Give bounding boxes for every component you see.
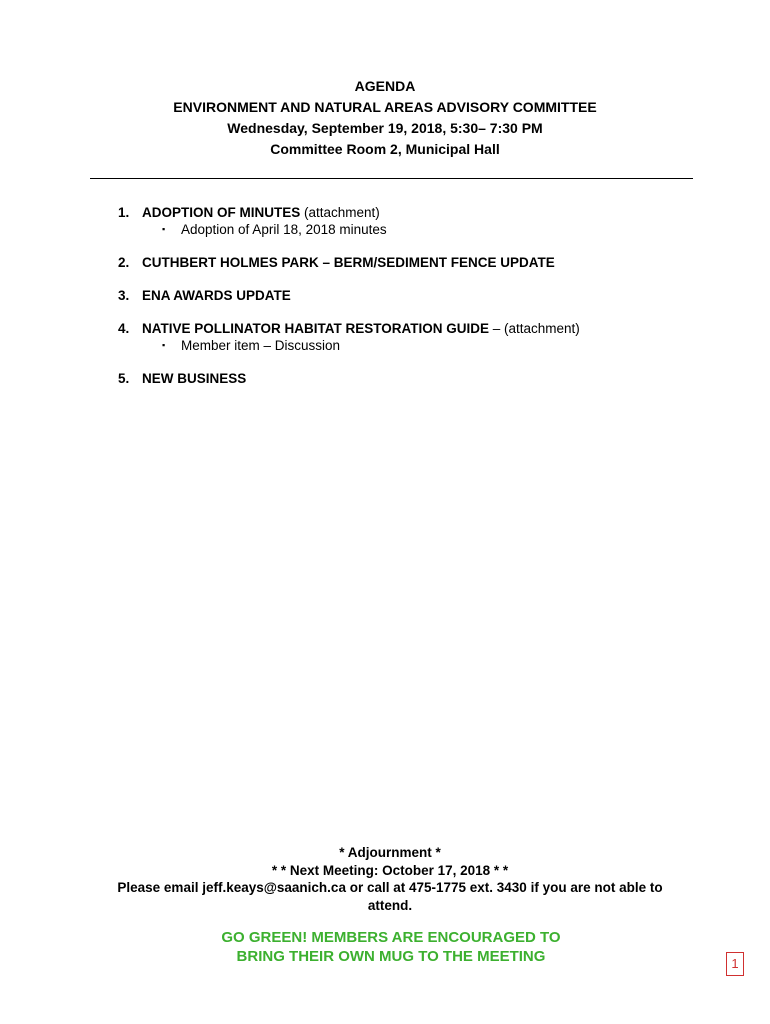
agenda-item-title: NEW BUSINESS — [142, 371, 247, 386]
agenda-subitem-text: Adoption of April 18, 2018 minutes — [181, 222, 387, 237]
go-green-line-2: BRING THEIR OWN MUG TO THE MEETING — [236, 948, 546, 965]
meeting-date-time: Wednesday, September 19, 2018, 5:30– 7:30 PM — [227, 120, 543, 136]
agenda-item-number: 2. — [118, 255, 130, 270]
go-green-notice — [0, 928, 770, 966]
header-divider — [90, 178, 693, 179]
agenda-item-number: 3. — [118, 288, 130, 303]
agenda-item-number: 5. — [118, 371, 130, 386]
contact-line: Please email jeff.keays@saanich.ca or call at 475-1775 ext. 3430 if you are not able to — [117, 880, 663, 895]
document-title: AGENDA — [354, 78, 416, 94]
agenda-item-title: NATIVE POLLINATOR HABITAT RESTORATION GUIDE — [142, 321, 489, 336]
agenda-item-1 — [118, 204, 718, 238]
meeting-footer — [0, 844, 770, 914]
agenda-subitem-text: Member item – Discussion — [181, 338, 341, 353]
agenda-item-5 — [118, 370, 718, 387]
agenda-subitem — [118, 337, 718, 354]
page-number: 1 — [726, 952, 744, 976]
square-bullet-icon: ▪ — [162, 340, 166, 350]
meeting-location: Committee Room 2, Municipal Hall — [270, 141, 500, 157]
next-meeting-line: * * Next Meeting: October 17, 2018 * * — [271, 862, 509, 878]
agenda-item-note: – (attachment) — [489, 321, 580, 336]
agenda-item-2 — [118, 254, 718, 271]
agenda-item-4 — [118, 320, 718, 354]
agenda-item-3 — [118, 287, 718, 304]
agenda-item-number: 4. — [118, 321, 130, 336]
go-green-line-1: GO GREEN! MEMBERS ARE ENCOURAGED TO — [221, 929, 561, 946]
contact-line-continued: attend. — [367, 897, 413, 913]
agenda-item-title: CUTHBERT HOLMES PARK – BERM/SEDIMENT FENCE UPDATE — [142, 255, 555, 270]
agenda-item-number: 1. — [118, 205, 130, 220]
agenda-subitem — [118, 221, 718, 238]
agenda-item-note: (attachment) — [300, 205, 380, 220]
agenda-header — [0, 76, 770, 160]
agenda-item-title: ENA AWARDS UPDATE — [142, 288, 291, 303]
adjournment-line: * Adjournment * — [339, 845, 441, 860]
agenda-item-title: ADOPTION OF MINUTES — [142, 205, 301, 220]
committee-name: ENVIRONMENT AND NATURAL AREAS ADVISORY COMMITTEE — [173, 99, 597, 115]
square-bullet-icon: ▪ — [162, 224, 166, 234]
agenda-list — [118, 204, 718, 403]
